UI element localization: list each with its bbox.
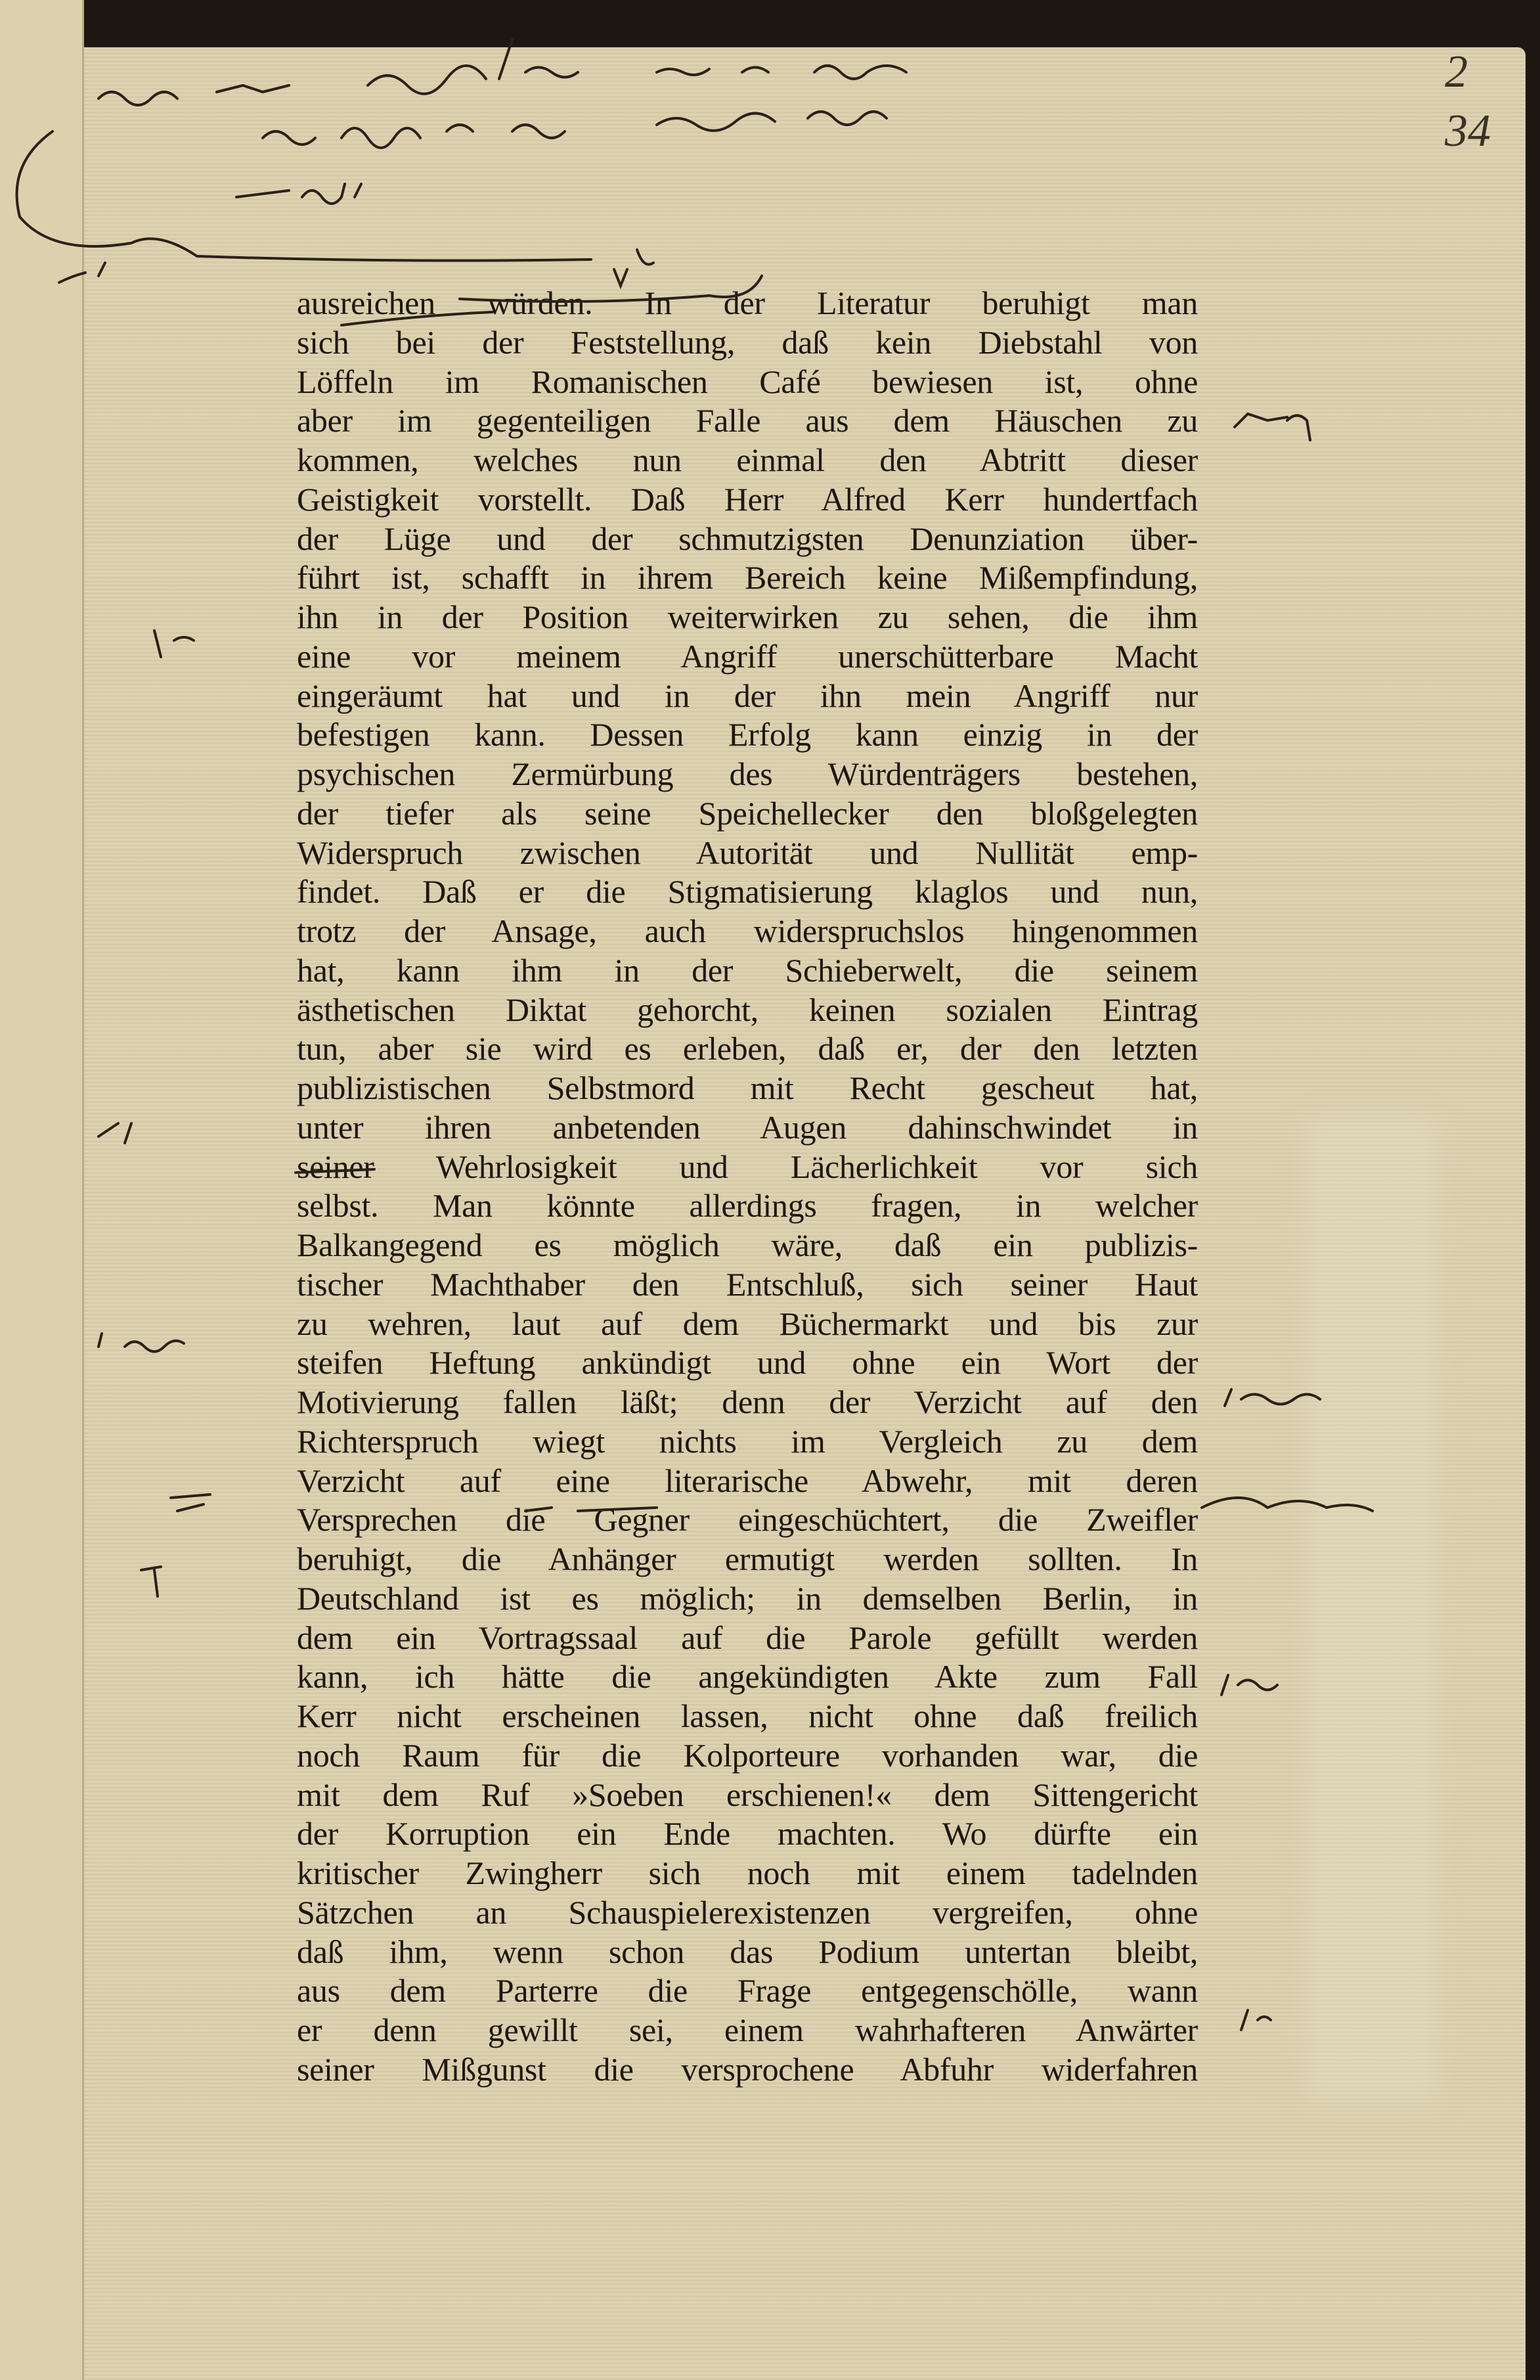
text-line: eine vor meinem Angriff unerschütterbare Macht (297, 637, 1198, 675)
text-line: kritischer Zwingherr sich noch mit einem tadelnden (297, 1854, 1198, 1891)
text-line: Versprechen die Gegner eingeschüchtert, die Zweifler (297, 1501, 1198, 1538)
text-line: Balkangegend es möglich wäre, daß ein publizis- (297, 1226, 1198, 1263)
text-line: psychischen Zermürbung des Würdenträgers bestehen, (297, 755, 1198, 792)
text-line: Sätzchen an Schauspielerexistenzen vergreifen, ohne (297, 1893, 1198, 1931)
text-line: er denn gewillt sei, einem wahrhafteren Anwärter (297, 2011, 1198, 2048)
folio-number: 2 (1445, 47, 1468, 97)
text-line: Geistigkeit vorstellt. Daß Herr Alfred Kerr hundertfach (297, 480, 1198, 518)
text-line: sich bei der Feststellung, daß kein Diebstahl von (297, 323, 1198, 361)
text-line: trotz der Ansage, auch widerspruchslos hingenommen (297, 912, 1198, 949)
body-text (297, 284, 1198, 2090)
text-line: hat, kann ihm in der Schieberwelt, die seinem (297, 951, 1198, 989)
text-line: seiner Mißgunst die versprochene Abfuhr widerfahren (297, 2050, 1198, 2088)
text-line: ihn in der Position weiterwirken zu sehen, die ihm (297, 598, 1198, 635)
text-line: befestigen kann. Dessen Erfolg kann einzig in der (297, 716, 1198, 753)
text-line: der Korruption ein Ende machten. Wo dürfte ein (297, 1815, 1198, 1852)
text-line: zu wehren, laut auf dem Büchermarkt und bis zur (297, 1305, 1198, 1342)
text-line: Richterspruch wiegt nichts im Vergleich zu dem (297, 1422, 1198, 1460)
text-line: daß ihm, wenn schon das Podium untertan bleibt, (297, 1933, 1198, 1970)
text-line: Kerr nicht erscheinen lassen, nicht ohne daß freilich (297, 1697, 1198, 1734)
text-line: tun, aber sie wird es erleben, daß er, der den letzten (297, 1030, 1198, 1067)
text-line: Deutschland ist es möglich; in demselben Berlin, in (297, 1579, 1198, 1617)
text-line: Verzicht auf eine literarische Abwehr, mit deren (297, 1462, 1198, 1499)
text-line: seiner Wehrlosigkeit und Lächerlichkeit vor sich (297, 1148, 1198, 1185)
paper-stain (1307, 1117, 1438, 2102)
text-line: ausreichen würden. In der Literatur beruhigt man (297, 284, 1198, 321)
text-line: tischer Machthaber den Entschluß, sich seiner Haut (297, 1265, 1198, 1303)
page-number: 34 (1445, 106, 1491, 156)
text-line: Motivierung fallen läßt; denn der Verzicht auf den (297, 1383, 1198, 1420)
text-line: kann, ich hätte die angekündigten Akte zum Fall (297, 1658, 1198, 1695)
text-line: publizistischen Selbstmord mit Recht gescheut hat, (297, 1069, 1198, 1106)
text-line: Widerspruch zwischen Autorität und Nullität emp- (297, 834, 1198, 871)
text-line: aber im gegenteiligen Falle aus dem Häuschen zu (297, 402, 1198, 439)
text-line: kommen, welches nun einmal den Abtritt dieser (297, 441, 1198, 478)
text-line: noch Raum für die Kolporteure vorhanden war, die (297, 1736, 1198, 1774)
text-line: findet. Daß er die Stigmatisierung klaglos und nun, (297, 873, 1198, 910)
text-line: der Lüge und der schmutzigsten Denunziation über- (297, 520, 1198, 557)
text-line: dem ein Vortragssaal auf die Parole gefüllt werden (297, 1619, 1198, 1656)
text-line: Löffeln im Romanischen Café bewiesen ist, ohne (297, 363, 1198, 400)
text-line: ästhetischen Diktat gehorcht, keinen sozialen Eintrag (297, 991, 1198, 1028)
text-line: führt ist, schafft in ihrem Bereich keine Mißempfindung, (297, 559, 1198, 596)
page-binding (0, 0, 84, 2380)
text-line: selbst. Man könnte allerdings fragen, in welcher (297, 1187, 1198, 1224)
scan-background (0, 0, 1540, 47)
text-line: aus dem Parterre die Frage entgegenschölle, wann (297, 1972, 1198, 2010)
text-line: eingeräumt hat und in der ihn mein Angriff nur (297, 677, 1198, 714)
text-line: mit dem Ruf »Soeben erschienen!« dem Sittengericht (297, 1776, 1198, 1813)
text-line: unter ihren anbetenden Augen dahinschwindet in (297, 1108, 1198, 1146)
text-line: steifen Heftung ankündigt und ohne ein Wort der (297, 1344, 1198, 1381)
text-line: beruhigt, die Anhänger ermutigt werden sollten. In (297, 1540, 1198, 1577)
text-line: der tiefer als seine Speichellecker den bloßgelegten (297, 794, 1198, 832)
